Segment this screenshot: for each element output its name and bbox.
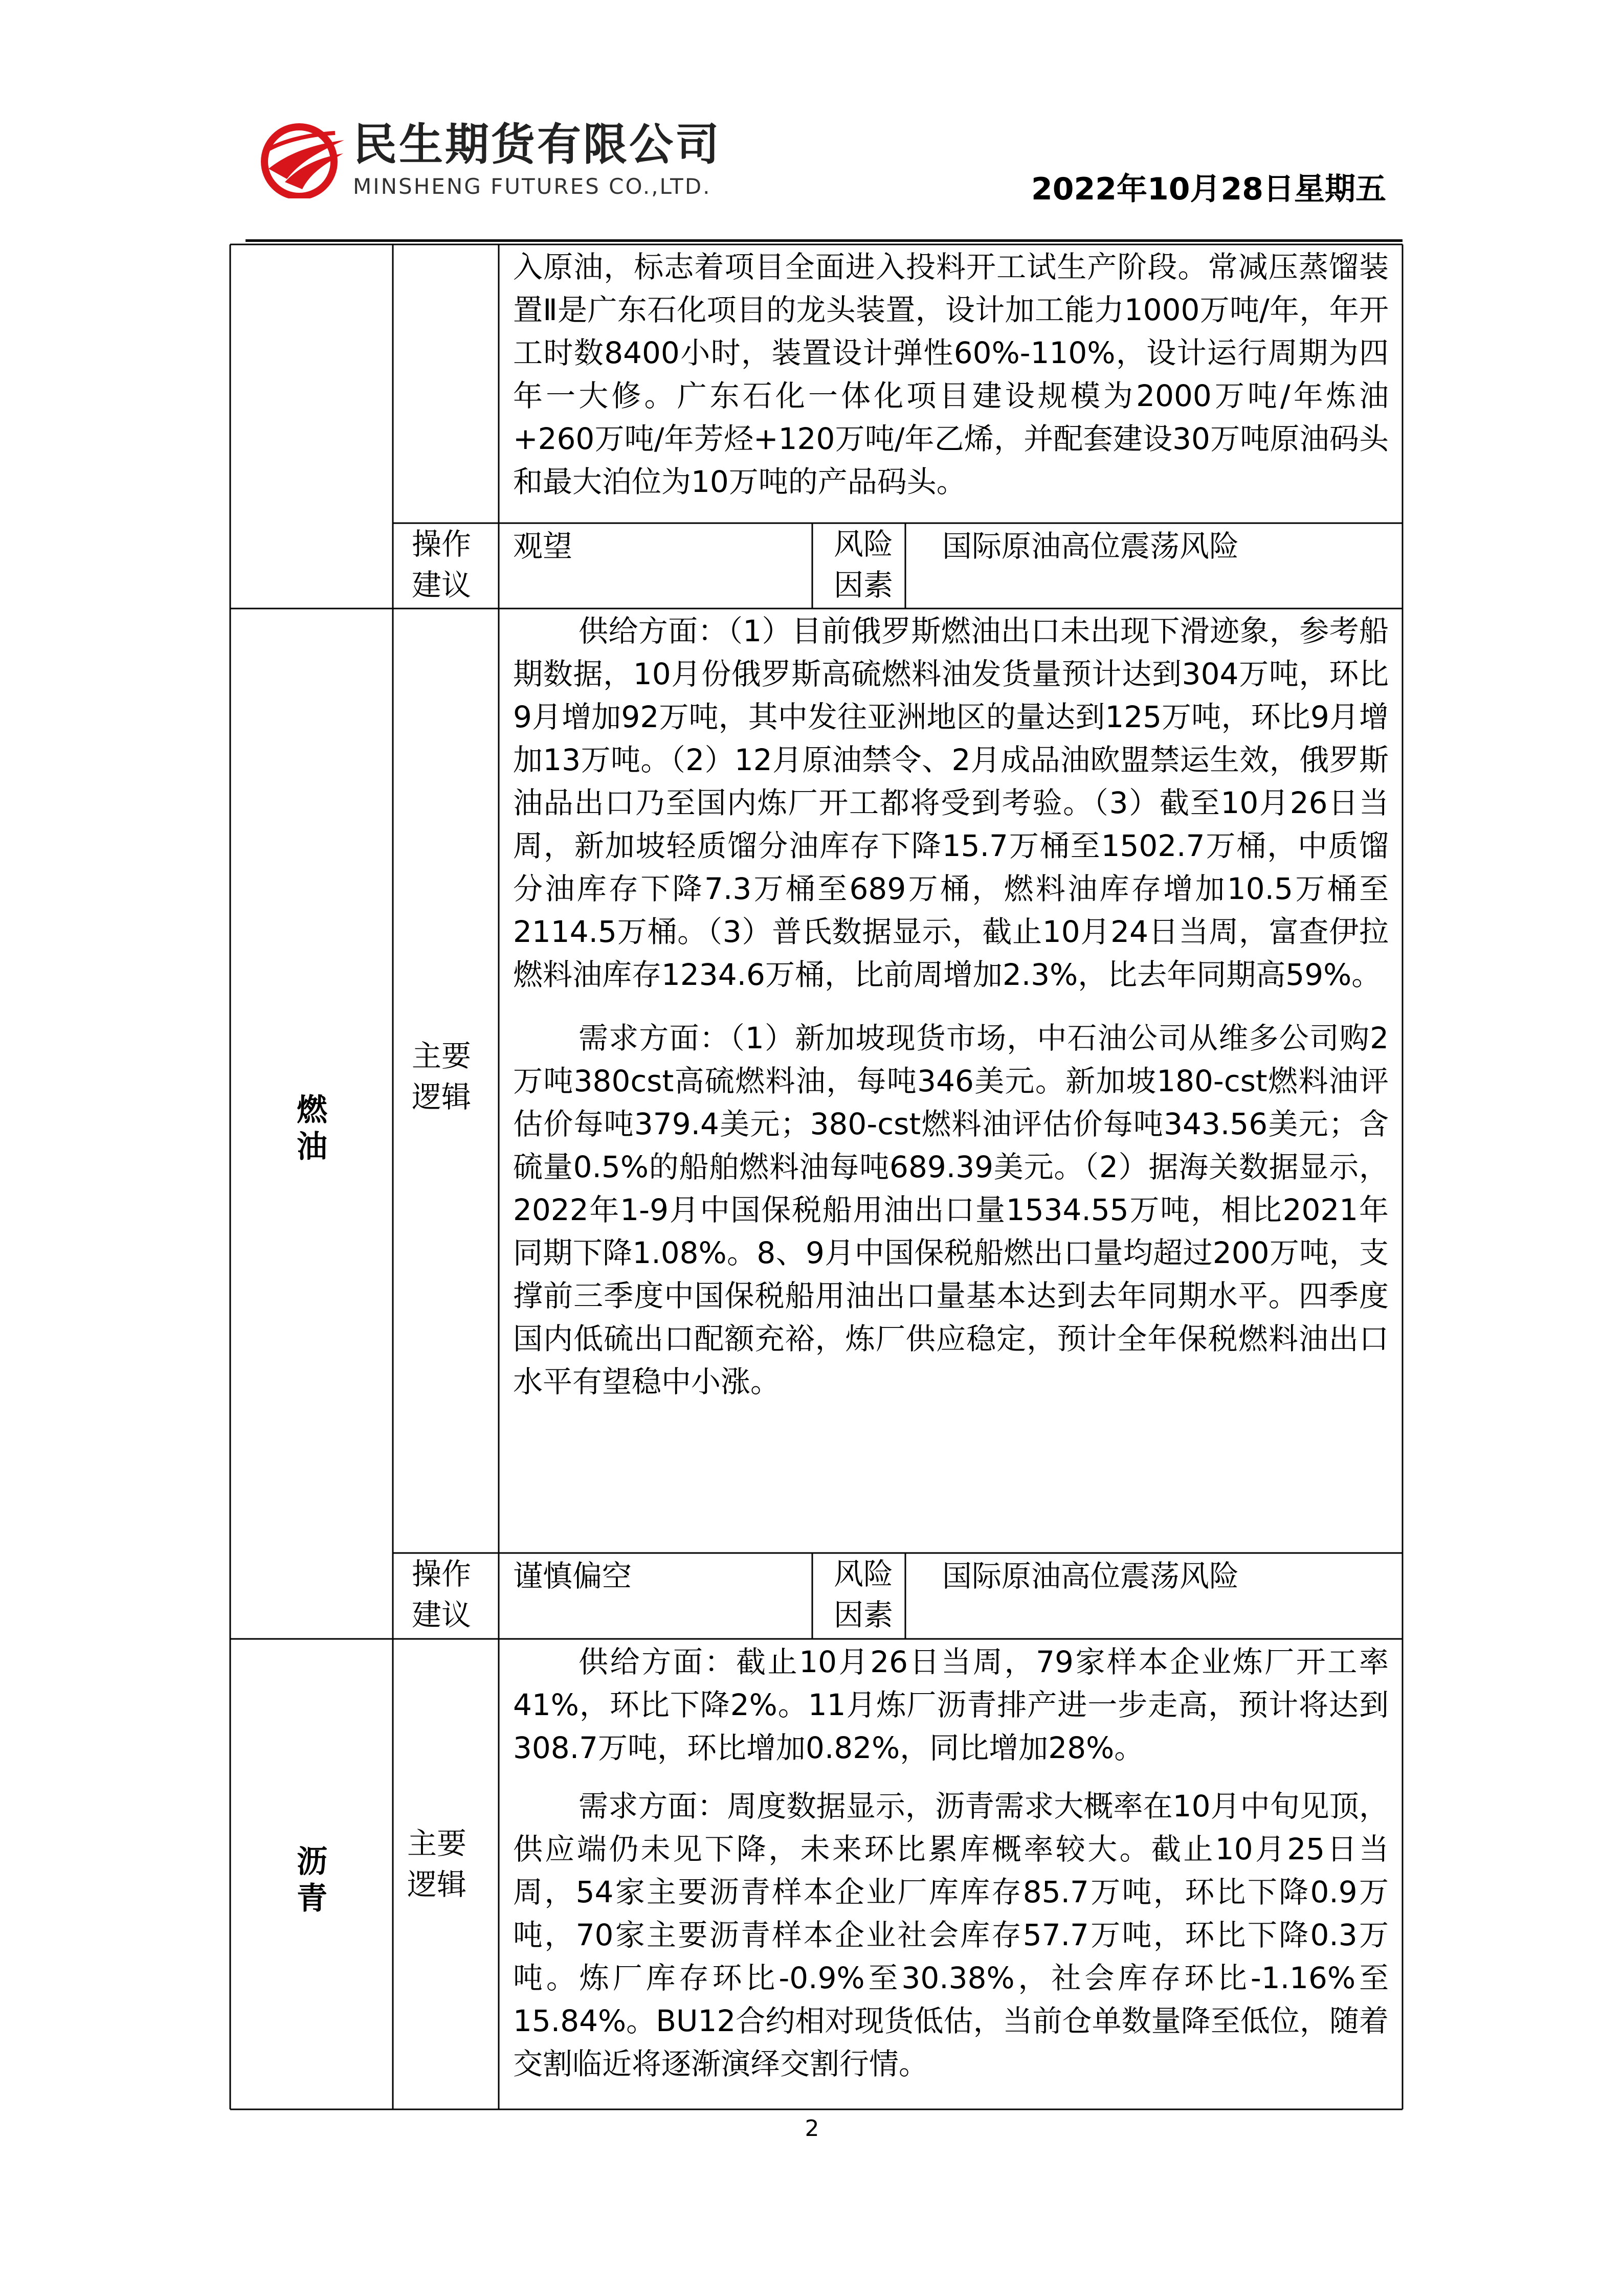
crude-risk-value: 国际原油高位震荡风险 [942, 529, 1239, 564]
asphalt-demand-paragraph: 需求方面：周度数据显示，沥青需求大概率在10月中旬见顶，供应端仍未见下降，未来环比累库概率较大。截止10月25日当周，54家主要沥青样本企业厂库库存85.7万吨，环比下降0.9万吨，70家主要沥青样本企业社会库存57.7万吨，环比下降0.3万吨。炼厂库存环比-0.9%至30.38%，社会库存环比-1.16%至15.84%。BU12合约相对现货低估，当前仓单数量降至低位，随着交割临近将逐渐演绎交割行情。 [513, 1789, 1389, 2081]
fuel-oil-supply-paragraph: 供给方面：（1）目前俄罗斯燃油出口未出现下滑迹象，参考船期数据，10月份俄罗斯高硫燃料油发货量预计达到304万吨，环比9月增加92万吨，其中发往亚洲地区的量达到125万吨，环比9月增加13万吨。（2）12月原油禁令、2月成品油欧盟禁运生效，俄罗斯油品出口乃至国内炼厂开工都将受到考验。（3）截至10月26日当周，新加坡轻质馏分油库存下降15.7万桶至1502.7万桶，中质馏分油库存下降7.3万桶至689万桶，燃料油库存增加10.5万桶至2114.5万桶。（3）普氏数据显示，截止10月24日当周，富查伊拉燃料油库存1234.6万桶，比前周增加2.3%，比去年同期高59%。 [513, 614, 1389, 992]
fuel-oil-demand-paragraph: 需求方面：（1）新加坡现货市场，中石油公司从维多公司购2万吨380cst高硫燃料油，每吨346美元。新加坡180-cst燃料油评估价每吨379.4美元；380-cst燃料油评估价每吨343.56美元；含硫量0.5%的船舶燃料油每吨689.39美元。（2）据海关数据显示，2022年1-9月中国保税船用油出口量1534.55万吨，相比2021年同期下降1.08%。8、9月中国保税船燃出口量均超过200万吨，支撑前三季度中国保税船用油出口量基本达到去年同期水平。四季度国内低硫出口配额充裕，炼厂供应稳定，预计全年保税燃料油出口水平有望稳中小涨。 [513, 1021, 1389, 1399]
fuel-oil-logic-label: 主要逻辑 [412, 1039, 472, 1114]
minsheng-logo-icon [258, 122, 345, 198]
page-number: 2 [805, 2115, 819, 2142]
crude-op-label: 操作建议 [412, 527, 472, 602]
asphalt-supply-paragraph: 供给方面：截止10月26日当周，79家样本企业炼厂开工率 41%，环比下降2%。11月炼厂沥青排产进一步走高，预计将达到308.7万吨，环比增加0.82%，同比增加28%。 [513, 1645, 1389, 1765]
fuel-oil-logic-text [513, 610, 1389, 1403]
company-name-en: MINSHENG FUTURES CO.,LTD. [353, 174, 711, 199]
header-divider [246, 239, 1403, 242]
crude-risk-label: 风险因素 [834, 527, 894, 602]
company-logo [258, 117, 770, 209]
crude-logic-paragraph: 入原油，标志着项目全面进入投料开工试生产阶段。常减压蒸馏装置Ⅱ是广东石化项目的龙头装置，设计加工能力1000万吨/年，年开工时数8400小时，装置设计弹性60%-110%，设计运行周期为四年一大修。广东石化一体化项目建设规模为2000万吨/年炼油+260万吨/年芳烃+120万吨/年乙烯，并配套建设30万吨原油码头和最大泊位为10万吨的产品码头。 [513, 250, 1389, 499]
asphalt-section-label: 沥青 [297, 1844, 327, 1917]
crude-logic-text [513, 245, 1389, 503]
fuel-oil-op-value: 谨慎偏空 [513, 1559, 632, 1593]
asphalt-logic-text [513, 1640, 1389, 2085]
asphalt-logic-label: 主要逻辑 [407, 1826, 467, 1902]
fuel-oil-risk-value: 国际原油高位震荡风险 [942, 1559, 1239, 1593]
fuel-oil-op-label: 操作建议 [412, 1557, 472, 1632]
fuel-oil-risk-label: 风险因素 [834, 1557, 894, 1632]
fuel-oil-section-label: 燃油 [297, 1092, 327, 1165]
report-date: 2022年10月28日星期五 [1031, 171, 1386, 207]
crude-op-value: 观望 [513, 529, 573, 564]
company-name-cn: 民生期货有限公司 [353, 119, 721, 170]
